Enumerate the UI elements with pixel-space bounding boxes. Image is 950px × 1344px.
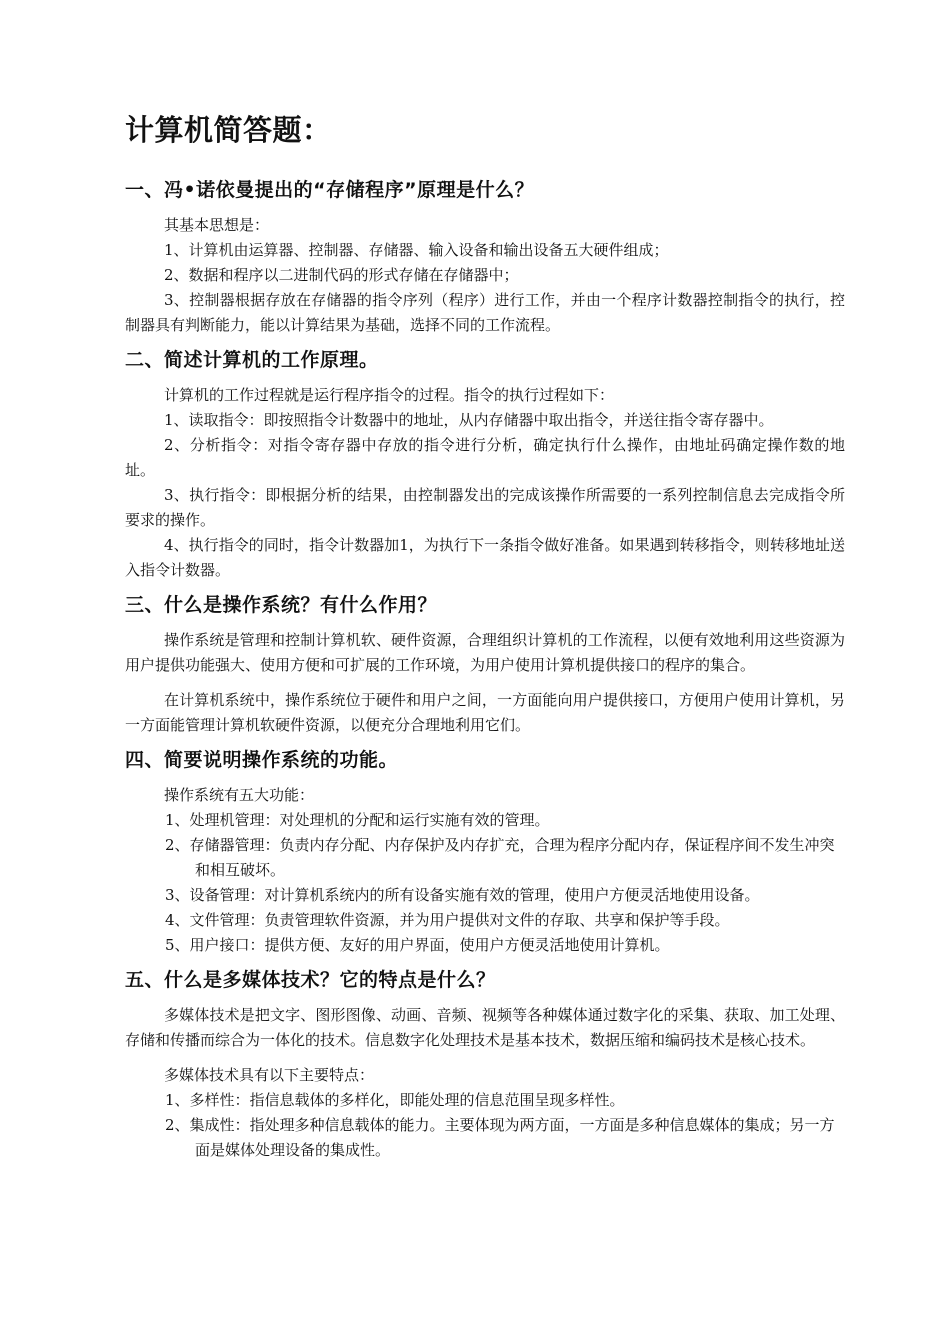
question-4-item: 4、文件管理：负责管理软件资源，并为用户提供对文件的存取、共享和保护等手段。 xyxy=(165,911,730,929)
question-5-item: 2、集成性：指处理多种信息载体的能力。主要体现为两方面，一方面是多种信息媒体的集成；另一方面是媒体处理设备的集成性。 xyxy=(165,1116,835,1159)
question-1-point-2: 2、数据和程序以二进制代码的形式存储在存储器中； xyxy=(164,266,519,284)
question-2-heading: 二、简述计算机的工作原理。 xyxy=(125,349,379,371)
question-2-step-2: 2、分析指令：对指令寄存器中存放的指令进行分析，确定执行什么操作，由地址码确定操作数的地址。 xyxy=(125,436,845,479)
question-4-intro: 操作系统有五大功能： xyxy=(164,786,315,804)
question-1-point-3: 3、控制器根据存放在存储器的指令序列（程序）进行工作，并由一个程序计数器控制指令的执行，控制器具有判断能力，能以计算结果为基础，选择不同的工作流程。 xyxy=(125,291,845,334)
question-5-heading: 五、什么是多媒体技术？它的特点是什么？ xyxy=(125,969,496,991)
question-2-step-1: 1、读取指令：即按照指令计数器中的地址，从内存储器中取出指令，并送往指令寄存器中。 xyxy=(164,411,774,429)
question-2-step-3: 3、执行指令：即根据分析的结果，由控制器发出的完成该操作所需要的一系列控制信息去完成指令所要求的操作。 xyxy=(125,486,845,529)
document-page xyxy=(125,108,845,1163)
question-4-item: 2、存储器管理：负责内存分配、内存保护及内存扩充，合理为程序分配内存，保证程序间不发生冲突和相互破坏。 xyxy=(165,836,835,879)
question-3-heading: 三、什么是操作系统？有什么作用？ xyxy=(125,594,438,616)
page-title: 计算机简答题： xyxy=(125,113,332,147)
question-1-intro: 其基本思想是： xyxy=(164,216,270,234)
question-3-paragraph-1: 操作系统是管理和控制计算机软、硬件资源，合理组织计算机的工作流程，以便有效地利用这些资源为用户提供功能强大、使用方便和可扩展的工作环境，为用户使用计算机提供接口的程序的集合。 xyxy=(125,631,845,674)
question-4-item: 5、用户接口：提供方便、友好的用户界面，使用户方便灵活地使用计算机。 xyxy=(165,936,670,954)
question-3-paragraph-2: 在计算机系统中，操作系统位于硬件和用户之间，一方面能向用户提供接口，方便用户使用计算机，另一方面能管理计算机软硬件资源，以便充分合理地利用它们。 xyxy=(125,691,845,734)
question-1-heading: 一、冯•诺依曼提出的“存储程序”原理是什么？ xyxy=(125,179,535,201)
question-1-point-1: 1、计算机由运算器、控制器、存储器、输入设备和输出设备五大硬件组成； xyxy=(164,241,669,259)
question-4-item: 3、设备管理：对计算机系统内的所有设备实施有效的管理，使用户方便灵活地使用设备。 xyxy=(165,886,760,904)
question-5-item: 1、多样性：指信息载体的多样化，即能处理的信息范围呈现多样性。 xyxy=(165,1091,625,1109)
question-4-heading: 四、简要说明操作系统的功能。 xyxy=(125,749,399,771)
question-2-intro: 计算机的工作过程就是运行程序指令的过程。指令的执行过程如下： xyxy=(164,386,615,404)
question-4-item: 1、处理机管理：对处理机的分配和运行实施有效的管理。 xyxy=(165,811,550,829)
question-2-step-4: 4、执行指令的同时，指令计数器加1，为执行下一条指令做好准备。如果遇到转移指令，则转移地址送入指令计数器。 xyxy=(125,536,845,579)
question-5-intro: 多媒体技术具有以下主要特点： xyxy=(164,1066,375,1084)
question-5-paragraph-1: 多媒体技术是把文字、图形图像、动画、音频、视频等各种媒体通过数字化的采集、获取、加工处理、存储和传播而综合为一体化的技术。信息数字化处理技术是基本技术，数据压缩和编码技术是核心技术。 xyxy=(125,1006,845,1049)
